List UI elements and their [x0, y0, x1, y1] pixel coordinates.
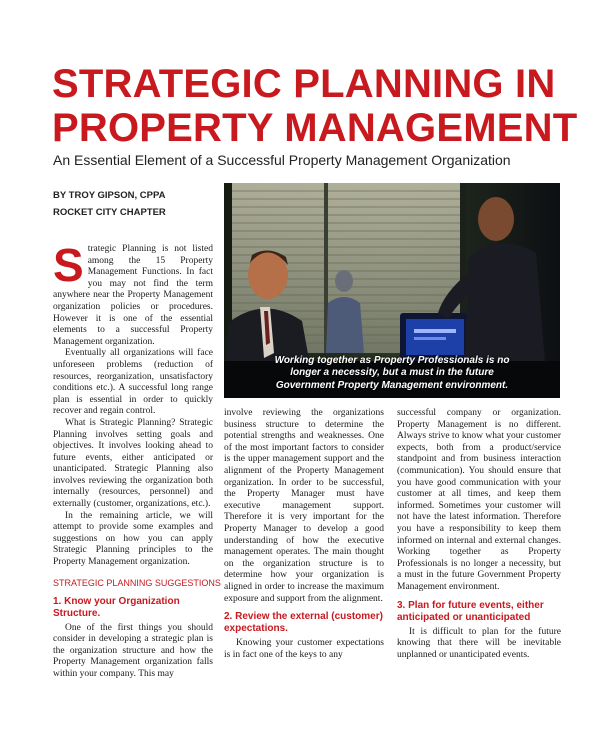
intro-paragraph-2: Eventually all organizations will face unforeseen problems (reduction of resources, reorganization, unsatisfactory conditions etc.). A successful long range plan is essential in order to quickly recover and regain control.	[53, 348, 213, 417]
middle-paragraph-1: involve reviewing the organizations business structure to determine the potential strengths and weaknesses. One of the most important factors to consider is the upper management support and the alignment of the Property Management organization. In order to be successful, the Property Manager must have executive management support. Therefore it is very important for the Property Manager to develop a good understanding of how the executive management operates. The main thought on the organization structure is to determine how your organization is aligned in order to increase the maximum exposure and support from the alignment.	[224, 408, 384, 604]
suggestions-column	[53, 578, 221, 681]
photo-caption-line-2: longer a necessity, but a must in the future	[290, 367, 494, 378]
middle-column	[224, 408, 384, 661]
chapter-name: ROCKET CITY CHAPTER	[53, 207, 166, 218]
drop-cap: S	[53, 239, 84, 291]
intro-paragraph-1	[53, 239, 213, 348]
article-title-line-1: STRATEGIC PLANNING IN	[52, 62, 556, 106]
suggestion-1-title: 1. Know your Organization Structure.	[53, 595, 180, 619]
article-photo	[224, 183, 560, 398]
byline	[53, 187, 166, 221]
article-title	[52, 62, 578, 150]
suggestion-2-title: 2. Review the external (customer) expectations.	[224, 611, 383, 635]
article-subtitle: An Essential Element of a Successful Property Management Organization	[53, 152, 511, 168]
intro-paragraph-4: In the remaining article, we will attempt to provide some examples and suggestions on how you can apply Strategic Planning principles to the Property Management organization.	[53, 510, 213, 568]
photo-caption	[224, 355, 560, 393]
suggestion-1-text: One of the first things you should consider in developing a strategic plan is the organization structure and how the Property Management organization falls within your company. This may	[53, 622, 213, 679]
suggestion-2-text: Knowing your customer expectations is in fact one of the keys to any	[224, 638, 384, 660]
article-title-line-2: PROPERTY MANAGEMENT	[52, 106, 578, 150]
photo-caption-line-1: Working together as Property Professionals is no	[274, 354, 510, 366]
photo-caption-line-3: Government Property Management environment.	[275, 379, 509, 391]
suggestions-heading: STRATEGIC PLANNING SUGGESTIONS	[53, 578, 221, 588]
suggestion-3-text: It is difficult to plan for the future knowing that there will be inevitable unplanned or unanticipated events.	[397, 626, 561, 660]
suggestion-3-title: 3. Plan for future events, either anticipated or unanticipated	[397, 599, 544, 623]
intro-column	[53, 239, 213, 569]
intro-paragraph-3: What is Strategic Planning? Strategic Planning involves setting goals and objectives. It involves looking ahead to future events, either anticipated or unanticipated. Strategic Planning also involves reviewing the organization both internally (resources, personnel) and externally (customer, organizations, etc.).	[53, 417, 213, 510]
right-paragraph-1: successful company or organization. Property Management is no different. Always strive to know what your customer expects, both from a product/service standpoint and from business interaction (communication). You should ensure that you have good communication with your customer at all times, and keep them informed. Sometimes your customer will not have the latest information. Therefore you have a responsibility to keep them informed on internal and external changes. Working together as Property Professionals is no longer a necessity, but a must in the future Government Property Management environment.	[397, 408, 561, 592]
author-name: BY TROY GIPSON, CPPA	[53, 190, 166, 201]
intro-paragraph-1-text: trategic Planning is not listed among the 15 Property Management Functions. In fact you may not find the term anywhere near the Property Management organization policies or procedures. However it is one of the essential elements to a successful Property Management organization.	[53, 244, 213, 347]
right-column	[397, 408, 561, 661]
